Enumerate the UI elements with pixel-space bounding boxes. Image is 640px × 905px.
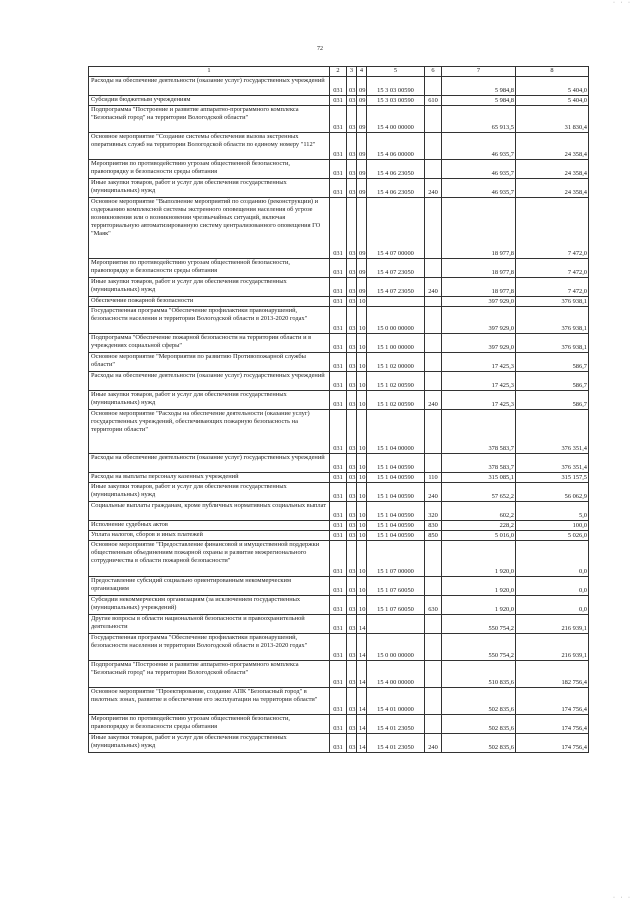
row-admin-code-cell: 031 xyxy=(330,715,347,734)
row-subsection-code-cell: 10 xyxy=(357,502,367,521)
row-section-code-cell: 03 xyxy=(347,531,357,541)
row-admin-code-cell: 031 xyxy=(330,77,347,96)
row-subsection-code-cell: 10 xyxy=(357,473,367,483)
header-cell-5: 5 xyxy=(367,67,425,77)
row-section-code-cell: 03 xyxy=(347,410,357,454)
row-section-code-cell: 03 xyxy=(347,734,357,753)
row-subsection-code-cell: 10 xyxy=(357,391,367,410)
row-amount-col7-cell: 602,2 xyxy=(442,502,516,521)
row-section-code-cell: 03 xyxy=(347,106,357,133)
row-name-cell: Основное мероприятие "Выполнение мероприятий по созданию (реконструкции) и содержанию комплексной системы экстренного оповещения населения об угрозе возникновения или о возникновении чрезвычайных ситуаций, включая территориальную автоматизированную систему централизованного оповещения ГО "Маяк" xyxy=(89,198,330,259)
row-name-cell: Уплата налогов, сборов и иных платежей xyxy=(89,531,330,541)
row-admin-code-cell: 031 xyxy=(330,615,347,634)
row-amount-col7-cell: 18 977,8 xyxy=(442,198,516,259)
row-section-code-cell: 03 xyxy=(347,483,357,502)
row-amount-col7-cell: 1 920,0 xyxy=(442,577,516,596)
row-target-article-cell: 15 4 07 23050 xyxy=(367,278,425,297)
row-target-article-cell: 15 1 04 00590 xyxy=(367,473,425,483)
row-subsection-code-cell: 10 xyxy=(357,483,367,502)
row-target-article-cell: 15 4 01 23050 xyxy=(367,715,425,734)
row-expense-type-cell xyxy=(425,715,442,734)
row-name-cell: Основное мероприятие "Проектирование, создание АПК "Безопасный город" в пилотных зонах, развитие и обеспечение его эксплуатации на территории области" xyxy=(89,688,330,715)
row-section-code-cell: 03 xyxy=(347,577,357,596)
row-admin-code-cell: 031 xyxy=(330,577,347,596)
header-cell-8: 8 xyxy=(516,67,589,77)
row-expense-type-cell: 320 xyxy=(425,502,442,521)
row-subsection-code-cell: 10 xyxy=(357,596,367,615)
row-expense-type-cell: 240 xyxy=(425,391,442,410)
row-amount-col8-cell: 24 358,4 xyxy=(516,133,589,160)
row-subsection-code-cell: 10 xyxy=(357,454,367,473)
row-section-code-cell: 03 xyxy=(347,160,357,179)
table-row xyxy=(89,615,589,634)
header-cell-6: 6 xyxy=(425,67,442,77)
row-target-article-cell: 15 1 07 60050 xyxy=(367,596,425,615)
row-target-article-cell: 15 4 06 00000 xyxy=(367,133,425,160)
row-target-article-cell: 15 1 04 00590 xyxy=(367,454,425,473)
row-name-cell: Исполнение судебных актов xyxy=(89,521,330,531)
row-amount-col7-cell: 5 984,8 xyxy=(442,77,516,96)
row-amount-col8-cell: 174 756,4 xyxy=(516,715,589,734)
row-amount-col7-cell: 315 085,1 xyxy=(442,473,516,483)
row-target-article-cell: 15 4 07 00000 xyxy=(367,198,425,259)
row-admin-code-cell: 031 xyxy=(330,734,347,753)
row-target-article-cell: 15 0 00 00000 xyxy=(367,307,425,334)
row-amount-col8-cell: 376 938,1 xyxy=(516,307,589,334)
row-amount-col7-cell: 57 652,2 xyxy=(442,483,516,502)
row-subsection-code-cell: 14 xyxy=(357,688,367,715)
row-admin-code-cell: 031 xyxy=(330,334,347,353)
row-amount-col7-cell: 18 977,8 xyxy=(442,278,516,297)
row-amount-col8-cell: 5 026,0 xyxy=(516,531,589,541)
row-subsection-code-cell: 14 xyxy=(357,715,367,734)
row-subsection-code-cell: 09 xyxy=(357,77,367,96)
row-admin-code-cell: 031 xyxy=(330,179,347,198)
row-admin-code-cell: 031 xyxy=(330,106,347,133)
row-name-cell: Расходы на обеспечение деятельности (оказание услуг) государственных учреждений xyxy=(89,372,330,391)
row-target-article-cell xyxy=(367,297,425,307)
row-subsection-code-cell: 14 xyxy=(357,615,367,634)
row-admin-code-cell: 031 xyxy=(330,596,347,615)
row-expense-type-cell xyxy=(425,259,442,278)
table-row xyxy=(89,577,589,596)
row-subsection-code-cell: 09 xyxy=(357,198,367,259)
header-cell-4: 4 xyxy=(357,67,367,77)
row-subsection-code-cell: 09 xyxy=(357,179,367,198)
table-row xyxy=(89,133,589,160)
row-amount-col8-cell: 31 830,4 xyxy=(516,106,589,133)
row-section-code-cell: 03 xyxy=(347,77,357,96)
row-expense-type-cell: 630 xyxy=(425,596,442,615)
row-name-cell: Обеспечение пожарной безопасности xyxy=(89,297,330,307)
row-expense-type-cell: 610 xyxy=(425,96,442,106)
table-row xyxy=(89,483,589,502)
row-section-code-cell: 03 xyxy=(347,541,357,577)
row-subsection-code-cell: 10 xyxy=(357,372,367,391)
row-expense-type-cell: 850 xyxy=(425,531,442,541)
row-admin-code-cell: 031 xyxy=(330,278,347,297)
row-expense-type-cell xyxy=(425,297,442,307)
row-name-cell: Иные закупки товаров, работ и услуг для обеспечения государственных (муниципальных) нужд xyxy=(89,391,330,410)
table-row xyxy=(89,334,589,353)
table-row xyxy=(89,410,589,454)
table-row xyxy=(89,77,589,96)
table-row xyxy=(89,259,589,278)
table-header xyxy=(89,67,589,77)
row-name-cell: Подпрограмма "Обеспечение пожарной безопасности на территории области и в учреждениях социальной сферы" xyxy=(89,334,330,353)
row-subsection-code-cell: 10 xyxy=(357,531,367,541)
row-target-article-cell: 15 1 04 00590 xyxy=(367,531,425,541)
row-target-article-cell: 15 4 07 23050 xyxy=(367,259,425,278)
row-name-cell: Субсидии некоммерческим организациям (за исключением государственных (муниципальных) учреждений) xyxy=(89,596,330,615)
row-target-article-cell: 15 3 03 00590 xyxy=(367,96,425,106)
header-cell-2: 2 xyxy=(330,67,347,77)
row-amount-col7-cell: 397 929,0 xyxy=(442,307,516,334)
row-admin-code-cell: 031 xyxy=(330,634,347,661)
header-cell-7: 7 xyxy=(442,67,516,77)
row-section-code-cell: 03 xyxy=(347,133,357,160)
row-target-article-cell: 15 3 03 00590 xyxy=(367,77,425,96)
row-subsection-code-cell: 14 xyxy=(357,661,367,688)
row-section-code-cell: 03 xyxy=(347,661,357,688)
row-amount-col7-cell: 550 754,2 xyxy=(442,634,516,661)
row-expense-type-cell xyxy=(425,688,442,715)
row-name-cell: Расходы на обеспечение деятельности (оказание услуг) государственных учреждений xyxy=(89,454,330,473)
row-amount-col7-cell: 397 929,0 xyxy=(442,334,516,353)
row-subsection-code-cell: 09 xyxy=(357,278,367,297)
row-expense-type-cell xyxy=(425,372,442,391)
row-expense-type-cell: 240 xyxy=(425,278,442,297)
row-name-cell: Основное мероприятие "Мероприятия по развитию Противопожарной службы области" xyxy=(89,353,330,372)
row-amount-col8-cell: 7 472,0 xyxy=(516,198,589,259)
row-target-article-cell: 15 4 06 23050 xyxy=(367,179,425,198)
table-row xyxy=(89,734,589,753)
row-admin-code-cell: 031 xyxy=(330,454,347,473)
row-target-article-cell: 15 1 04 00590 xyxy=(367,483,425,502)
table-row xyxy=(89,715,589,734)
row-expense-type-cell xyxy=(425,353,442,372)
row-admin-code-cell: 031 xyxy=(330,391,347,410)
table-row xyxy=(89,198,589,259)
row-amount-col7-cell: 1 920,0 xyxy=(442,541,516,577)
row-name-cell: Подпрограмма "Построение и развитие аппаратно-программного комплекса "Безопасный город" на территории Вологодской области" xyxy=(89,661,330,688)
row-admin-code-cell: 031 xyxy=(330,297,347,307)
table-row xyxy=(89,521,589,531)
row-subsection-code-cell: 09 xyxy=(357,106,367,133)
row-amount-col7-cell: 397 929,0 xyxy=(442,297,516,307)
row-target-article-cell: 15 1 07 00000 xyxy=(367,541,425,577)
row-expense-type-cell xyxy=(425,661,442,688)
table-row xyxy=(89,502,589,521)
row-subsection-code-cell: 14 xyxy=(357,634,367,661)
row-amount-col7-cell: 18 977,8 xyxy=(442,259,516,278)
row-amount-col8-cell: 5,0 xyxy=(516,502,589,521)
row-admin-code-cell: 031 xyxy=(330,661,347,688)
row-amount-col8-cell: 0,0 xyxy=(516,577,589,596)
header-cell-1: 1 xyxy=(89,67,330,77)
row-amount-col8-cell: 586,7 xyxy=(516,391,589,410)
row-section-code-cell: 03 xyxy=(347,297,357,307)
row-section-code-cell: 03 xyxy=(347,353,357,372)
table-row xyxy=(89,634,589,661)
table-row xyxy=(89,96,589,106)
row-expense-type-cell xyxy=(425,106,442,133)
row-expense-type-cell xyxy=(425,307,442,334)
row-amount-col8-cell: 376 351,4 xyxy=(516,454,589,473)
row-subsection-code-cell: 10 xyxy=(357,521,367,531)
row-expense-type-cell: 830 xyxy=(425,521,442,531)
row-name-cell: Иные закупки товаров, работ и услуг для обеспечения государственных (муниципальных) нужд xyxy=(89,278,330,297)
row-amount-col8-cell: 376 938,1 xyxy=(516,297,589,307)
row-expense-type-cell xyxy=(425,77,442,96)
row-name-cell: Государственная программа "Обеспечение профилактики правонарушений, безопасности населения и территории Вологодской области в 2013-2020 годах" xyxy=(89,634,330,661)
row-section-code-cell: 03 xyxy=(347,634,357,661)
row-expense-type-cell xyxy=(425,541,442,577)
row-amount-col8-cell: 7 472,0 xyxy=(516,259,589,278)
row-subsection-code-cell: 09 xyxy=(357,259,367,278)
row-section-code-cell: 03 xyxy=(347,179,357,198)
row-amount-col7-cell: 1 920,0 xyxy=(442,596,516,615)
row-expense-type-cell: 240 xyxy=(425,734,442,753)
row-amount-col7-cell: 378 583,7 xyxy=(442,410,516,454)
row-amount-col8-cell: 586,7 xyxy=(516,353,589,372)
row-amount-col8-cell: 376 938,1 xyxy=(516,334,589,353)
row-subsection-code-cell: 10 xyxy=(357,307,367,334)
row-target-article-cell: 15 1 04 00000 xyxy=(367,410,425,454)
row-amount-col7-cell: 502 835,6 xyxy=(442,688,516,715)
row-amount-col8-cell: 586,7 xyxy=(516,372,589,391)
row-subsection-code-cell: 14 xyxy=(357,734,367,753)
row-amount-col7-cell: 228,2 xyxy=(442,521,516,531)
row-amount-col7-cell: 502 835,6 xyxy=(442,734,516,753)
row-amount-col7-cell: 17 425,3 xyxy=(442,353,516,372)
row-target-article-cell: 15 1 02 00590 xyxy=(367,391,425,410)
table-row xyxy=(89,688,589,715)
row-amount-col7-cell: 46 935,7 xyxy=(442,160,516,179)
row-target-article-cell: 15 1 02 00000 xyxy=(367,353,425,372)
row-amount-col7-cell: 510 835,6 xyxy=(442,661,516,688)
row-amount-col7-cell: 550 754,2 xyxy=(442,615,516,634)
row-subsection-code-cell: 09 xyxy=(357,160,367,179)
row-name-cell: Мероприятия по противодействию угрозам общественной безопасности, правопорядку и безопасности среды обитания xyxy=(89,160,330,179)
row-amount-col8-cell: 174 756,4 xyxy=(516,734,589,753)
row-amount-col7-cell: 502 835,6 xyxy=(442,715,516,734)
row-target-article-cell: 15 1 07 60050 xyxy=(367,577,425,596)
row-name-cell: Предоставление субсидий социально ориентированным некоммерческим организациям xyxy=(89,577,330,596)
row-section-code-cell: 03 xyxy=(347,596,357,615)
row-name-cell: Субсидии бюджетным учреждениям xyxy=(89,96,330,106)
row-amount-col8-cell: 5 404,0 xyxy=(516,77,589,96)
row-section-code-cell: 03 xyxy=(347,521,357,531)
row-target-article-cell: 15 1 04 00590 xyxy=(367,502,425,521)
row-expense-type-cell: 240 xyxy=(425,483,442,502)
row-admin-code-cell: 031 xyxy=(330,259,347,278)
row-amount-col8-cell: 315 157,5 xyxy=(516,473,589,483)
row-amount-col8-cell: 0,0 xyxy=(516,596,589,615)
row-section-code-cell: 03 xyxy=(347,688,357,715)
row-subsection-code-cell: 10 xyxy=(357,410,367,454)
row-target-article-cell: 15 1 04 00590 xyxy=(367,521,425,531)
row-target-article-cell: 15 4 00 00000 xyxy=(367,661,425,688)
row-expense-type-cell: 240 xyxy=(425,179,442,198)
row-amount-col8-cell: 24 358,4 xyxy=(516,160,589,179)
row-admin-code-cell: 031 xyxy=(330,541,347,577)
row-admin-code-cell: 031 xyxy=(330,198,347,259)
row-name-cell: Основное мероприятие "Предоставление финансовой и имущественной поддержки общественным объединениям пожарной охраны и развитие межрегионального сотрудничества в области пожарной безопасности" xyxy=(89,541,330,577)
table-row xyxy=(89,160,589,179)
row-admin-code-cell: 031 xyxy=(330,502,347,521)
row-target-article-cell xyxy=(367,615,425,634)
header-row xyxy=(89,67,589,77)
row-admin-code-cell: 031 xyxy=(330,688,347,715)
row-target-article-cell: 15 4 00 00000 xyxy=(367,106,425,133)
row-amount-col7-cell: 17 425,3 xyxy=(442,372,516,391)
row-admin-code-cell: 031 xyxy=(330,160,347,179)
row-name-cell: Расходы на выплаты персоналу казенных учреждений xyxy=(89,473,330,483)
row-amount-col8-cell: 174 756,4 xyxy=(516,688,589,715)
row-expense-type-cell xyxy=(425,334,442,353)
row-expense-type-cell xyxy=(425,160,442,179)
row-amount-col8-cell: 100,0 xyxy=(516,521,589,531)
row-target-article-cell: 15 0 00 00000 xyxy=(367,634,425,661)
table-row xyxy=(89,372,589,391)
table-row xyxy=(89,297,589,307)
row-admin-code-cell: 031 xyxy=(330,473,347,483)
row-subsection-code-cell: 09 xyxy=(357,96,367,106)
row-section-code-cell: 03 xyxy=(347,278,357,297)
row-section-code-cell: 03 xyxy=(347,615,357,634)
table-row xyxy=(89,278,589,297)
row-amount-col7-cell: 5 984,8 xyxy=(442,96,516,106)
row-expense-type-cell: 110 xyxy=(425,473,442,483)
table-row xyxy=(89,106,589,133)
row-amount-col8-cell: 376 351,4 xyxy=(516,410,589,454)
row-name-cell: Расходы на обеспечение деятельности (оказание услуг) государственных учреждений xyxy=(89,77,330,96)
row-name-cell: Иные закупки товаров, работ и услуг для обеспечения государственных (муниципальных) нужд xyxy=(89,179,330,198)
row-admin-code-cell: 031 xyxy=(330,531,347,541)
row-name-cell: Иные закупки товаров, работ и услуг для обеспечения государственных (муниципальных) нужд xyxy=(89,483,330,502)
row-section-code-cell: 03 xyxy=(347,454,357,473)
row-amount-col7-cell: 46 935,7 xyxy=(442,133,516,160)
row-subsection-code-cell: 10 xyxy=(357,334,367,353)
table-row xyxy=(89,454,589,473)
row-amount-col8-cell: 182 756,4 xyxy=(516,661,589,688)
table-row xyxy=(89,596,589,615)
table-row xyxy=(89,179,589,198)
row-name-cell: Социальные выплаты гражданам, кроме публичных нормативных социальных выплат xyxy=(89,502,330,521)
row-name-cell: Государственная программа "Обеспечение профилактики правонарушений, безопасности населения и территории Вологодской области в 2013-2020 годах" xyxy=(89,307,330,334)
budget-table xyxy=(88,66,589,753)
row-admin-code-cell: 031 xyxy=(330,372,347,391)
row-section-code-cell: 03 xyxy=(347,96,357,106)
row-name-cell: Основное мероприятие "Расходы на обеспечение деятельности (оказание услуг) государственных учреждений, обеспечивающих пожарную безопасность на территории области" xyxy=(89,410,330,454)
row-name-cell: Другие вопросы в области национальной безопасности и правоохранительной деятельности xyxy=(89,615,330,634)
row-expense-type-cell xyxy=(425,410,442,454)
row-target-article-cell: 15 1 00 00000 xyxy=(367,334,425,353)
row-subsection-code-cell: 10 xyxy=(357,541,367,577)
row-expense-type-cell xyxy=(425,577,442,596)
row-expense-type-cell xyxy=(425,634,442,661)
table-row xyxy=(89,391,589,410)
scan-corner-mark-top: · · · xyxy=(613,0,632,6)
row-amount-col7-cell: 65 913,5 xyxy=(442,106,516,133)
row-amount-col7-cell: 378 583,7 xyxy=(442,454,516,473)
row-expense-type-cell xyxy=(425,133,442,160)
row-expense-type-cell xyxy=(425,454,442,473)
table-row xyxy=(89,353,589,372)
row-admin-code-cell: 031 xyxy=(330,483,347,502)
table-row xyxy=(89,661,589,688)
row-admin-code-cell: 031 xyxy=(330,353,347,372)
row-admin-code-cell: 031 xyxy=(330,410,347,454)
row-name-cell: Мероприятия по противодействию угрозам общественной безопасности, правопорядку и безопасности среды обитания xyxy=(89,259,330,278)
row-amount-col8-cell: 216 939,1 xyxy=(516,634,589,661)
table-row xyxy=(89,541,589,577)
row-subsection-code-cell: 10 xyxy=(357,297,367,307)
table-row xyxy=(89,307,589,334)
row-amount-col8-cell: 216 939,1 xyxy=(516,615,589,634)
row-name-cell: Подпрограмма "Построение и развитие аппаратно-программного комплекса "Безопасный город" на территории Вологодской области" xyxy=(89,106,330,133)
row-target-article-cell: 15 1 02 00590 xyxy=(367,372,425,391)
row-name-cell: Основное мероприятие "Создание системы обеспечения вызова экстренных оперативных служб на территории Вологодской области по единому номеру "112" xyxy=(89,133,330,160)
row-name-cell: Мероприятия по противодействию угрозам общественной безопасности, правопорядку и безопасности среды обитания xyxy=(89,715,330,734)
row-admin-code-cell: 031 xyxy=(330,133,347,160)
row-section-code-cell: 03 xyxy=(347,307,357,334)
scan-corner-mark-bottom: · · · xyxy=(613,895,632,901)
row-amount-col8-cell: 5 404,0 xyxy=(516,96,589,106)
row-expense-type-cell xyxy=(425,198,442,259)
row-section-code-cell: 03 xyxy=(347,502,357,521)
row-amount-col7-cell: 17 425,3 xyxy=(442,391,516,410)
row-section-code-cell: 03 xyxy=(347,198,357,259)
row-admin-code-cell: 031 xyxy=(330,521,347,531)
header-cell-3: 3 xyxy=(347,67,357,77)
row-name-cell: Иные закупки товаров, работ и услуг для обеспечения государственных (муниципальных) нужд xyxy=(89,734,330,753)
row-subsection-code-cell: 10 xyxy=(357,353,367,372)
row-expense-type-cell xyxy=(425,615,442,634)
row-subsection-code-cell: 10 xyxy=(357,577,367,596)
row-section-code-cell: 03 xyxy=(347,334,357,353)
table-body xyxy=(89,77,589,753)
row-amount-col8-cell: 0,0 xyxy=(516,541,589,577)
row-section-code-cell: 03 xyxy=(347,372,357,391)
table-row xyxy=(89,531,589,541)
row-target-article-cell: 15 4 01 00000 xyxy=(367,688,425,715)
row-section-code-cell: 03 xyxy=(347,259,357,278)
row-section-code-cell: 03 xyxy=(347,715,357,734)
page-number: 72 xyxy=(317,46,323,52)
row-section-code-cell: 03 xyxy=(347,391,357,410)
row-subsection-code-cell: 09 xyxy=(357,133,367,160)
table-row xyxy=(89,473,589,483)
row-target-article-cell: 15 4 06 23050 xyxy=(367,160,425,179)
row-amount-col8-cell: 56 062,9 xyxy=(516,483,589,502)
row-section-code-cell: 03 xyxy=(347,473,357,483)
row-amount-col8-cell: 24 358,4 xyxy=(516,179,589,198)
row-amount-col8-cell: 7 472,0 xyxy=(516,278,589,297)
row-target-article-cell: 15 4 01 23050 xyxy=(367,734,425,753)
row-amount-col7-cell: 5 016,0 xyxy=(442,531,516,541)
row-amount-col7-cell: 46 935,7 xyxy=(442,179,516,198)
row-admin-code-cell: 031 xyxy=(330,96,347,106)
row-admin-code-cell: 031 xyxy=(330,307,347,334)
